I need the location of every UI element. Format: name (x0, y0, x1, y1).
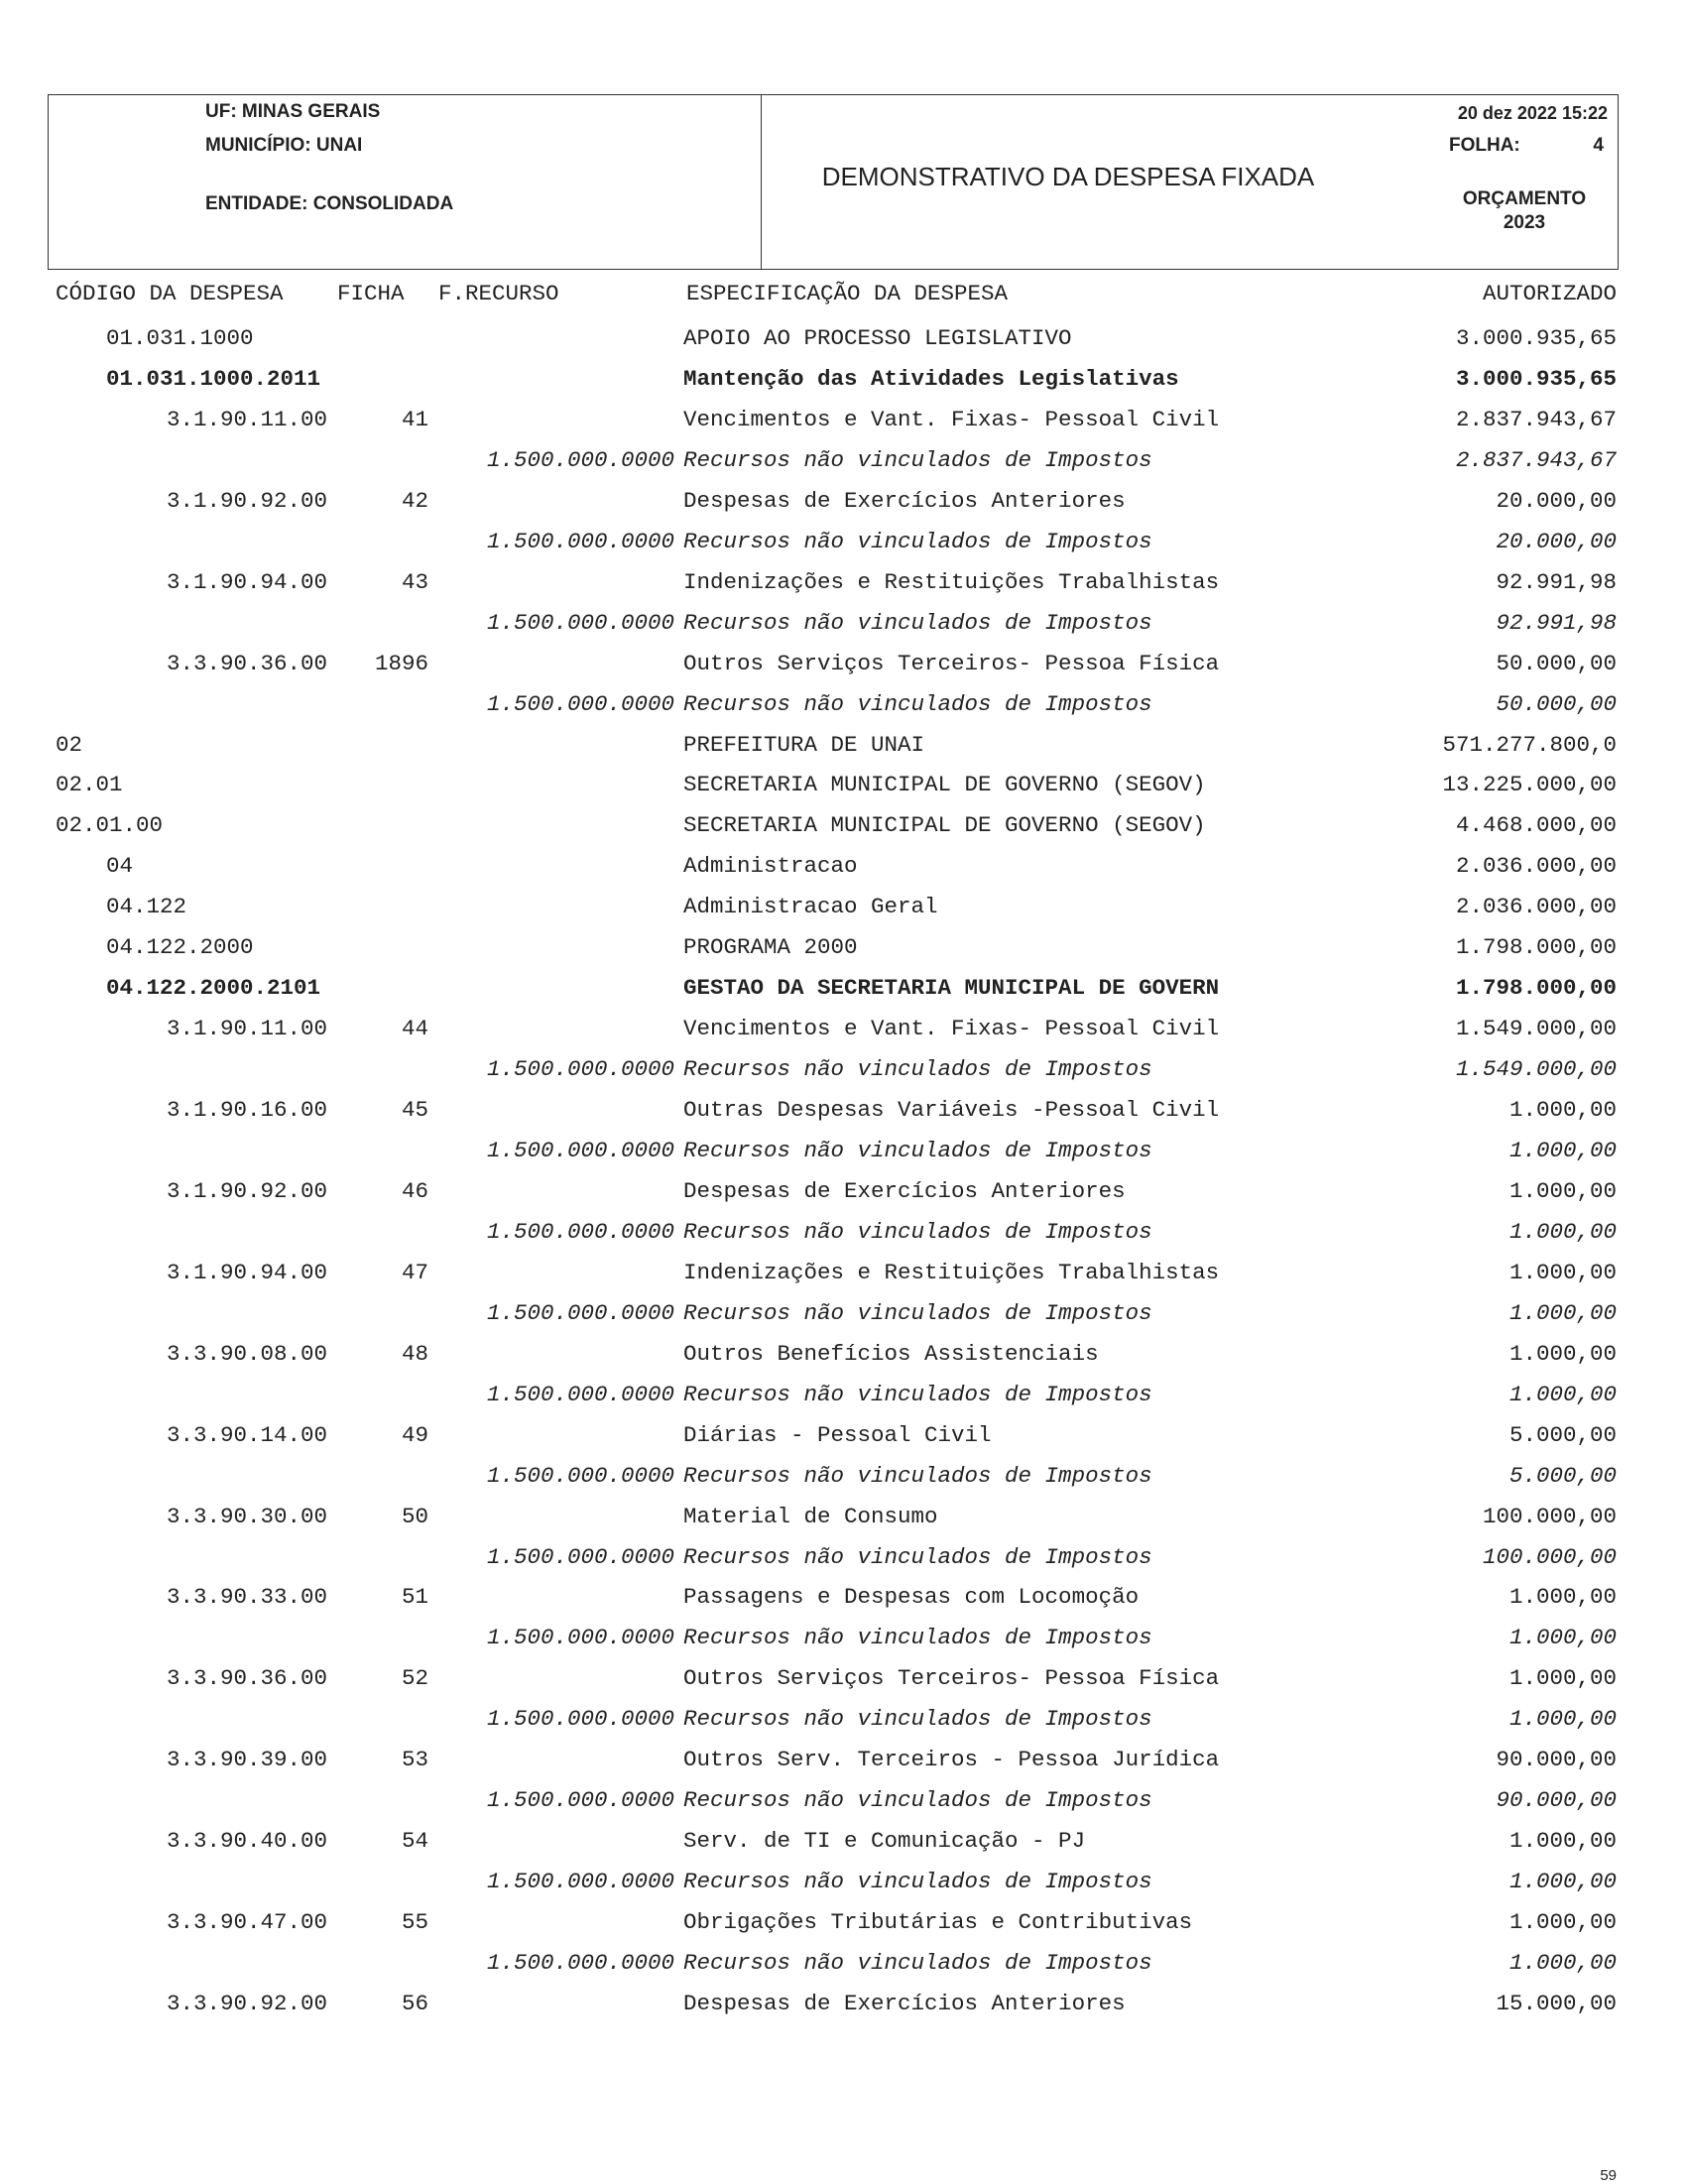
col-header-especificacao: ESPECIFICAÇÃO DA DESPESA (686, 281, 1009, 306)
fonte-recurso: 1.500.000.0000 (486, 1299, 674, 1326)
expense-code: 02 (56, 731, 83, 758)
expense-description: Recursos não vinculados de Impostos (683, 1462, 1152, 1489)
expense-code: 3.3.90.36.00 (167, 650, 328, 676)
expense-description: Serv. de TI e Comunicação - PJ (683, 1828, 1086, 1855)
expense-description: Mantenção das Atividades Legislativas (683, 365, 1179, 392)
fonte-row (0, 1542, 1687, 1572)
expense-code: 3.1.90.94.00 (167, 568, 328, 595)
orcamento-label: ORÇAMENTO (1462, 188, 1587, 209)
fonte-recurso: 1.500.000.0000 (486, 1056, 674, 1083)
ficha-number: 44 (401, 1016, 428, 1042)
fonte-row (0, 1217, 1687, 1247)
authorized-value: 1.000,00 (1508, 1665, 1617, 1692)
expense-description: Administracao Geral (683, 894, 938, 920)
table-row (0, 1176, 1687, 1206)
fonte-recurso: 1.500.000.0000 (486, 609, 674, 636)
expense-description: Despesas de Exercícios Anteriores (683, 1177, 1126, 1204)
authorized-value: 1.000,00 (1508, 1950, 1617, 1976)
table-row (0, 567, 1687, 597)
expense-code: 3.3.90.33.00 (167, 1584, 328, 1611)
authorized-value: 1.000,00 (1508, 1625, 1617, 1651)
expense-description: Despesas de Exercícios Anteriores (683, 1990, 1126, 2016)
table-row (0, 770, 1687, 799)
ficha-number: 51 (401, 1584, 428, 1611)
expense-code: 04.122.2000.2101 (106, 975, 321, 1002)
authorized-value: 1.000,00 (1508, 1177, 1617, 1204)
fonte-row (0, 1461, 1687, 1491)
authorized-value: 90.000,00 (1496, 1747, 1617, 1773)
authorized-value: 1.000,00 (1508, 1381, 1617, 1407)
ficha-number: 46 (401, 1177, 428, 1204)
ficha-number: 56 (401, 1990, 428, 2016)
authorized-value: 1.549.000,00 (1455, 1056, 1617, 1083)
expense-code: 3.3.90.40.00 (167, 1828, 328, 1855)
expense-code: 04.122 (106, 894, 187, 920)
table-row (0, 1095, 1687, 1125)
expense-description: SECRETARIA MUNICIPAL DE GOVERNO (SEGOV) (683, 772, 1206, 798)
fonte-row (0, 445, 1687, 475)
authorized-value: 5.000,00 (1508, 1462, 1617, 1489)
table-row (0, 1745, 1687, 1774)
expense-description: Recursos não vinculados de Impostos (683, 609, 1152, 636)
authorized-value: 50.000,00 (1496, 650, 1617, 676)
authorized-value: 92.991,98 (1496, 609, 1617, 636)
fonte-row (0, 1136, 1687, 1165)
expense-description: Outros Serv. Terceiros - Pessoa Jurídica (683, 1747, 1220, 1773)
table-row (0, 1502, 1687, 1531)
expense-description: Recursos não vinculados de Impostos (683, 1218, 1152, 1245)
expense-description: Recursos não vinculados de Impostos (683, 1381, 1152, 1407)
expense-description: Despesas de Exercícios Anteriores (683, 487, 1126, 514)
expense-description: Outros Serviços Terceiros- Pessoa Física (683, 650, 1220, 676)
expense-code: 02.01.00 (56, 812, 164, 839)
expense-description: Administracao (683, 853, 858, 880)
folha-label: FOLHA: (1449, 135, 1520, 156)
authorized-value: 2.036.000,00 (1455, 853, 1617, 880)
report-header (48, 94, 1619, 270)
expense-description: APOIO AO PROCESSO LEGISLATIVO (683, 325, 1072, 351)
expense-description: Recursos não vinculados de Impostos (683, 1706, 1152, 1733)
authorized-value: 20.000,00 (1496, 487, 1617, 514)
table-row (0, 1907, 1687, 1937)
ficha-number: 48 (401, 1340, 428, 1367)
authorized-value: 1.000,00 (1508, 1259, 1617, 1285)
expense-code: 3.3.90.39.00 (167, 1747, 328, 1773)
fonte-recurso: 1.500.000.0000 (486, 1787, 674, 1814)
expense-description: Recursos não vinculados de Impostos (683, 1299, 1152, 1326)
authorized-value: 1.000,00 (1508, 1299, 1617, 1326)
col-header-ficha: FICHA (337, 281, 405, 306)
municipio-label: MUNICÍPIO: UNAI (205, 135, 363, 156)
fonte-row (0, 1298, 1687, 1328)
table-row (0, 730, 1687, 760)
expense-description: Outros Benefícios Assistenciais (683, 1340, 1099, 1367)
ficha-number: 42 (401, 487, 428, 514)
expense-description: Vencimentos e Vant. Fixas- Pessoal Civil (683, 1016, 1220, 1042)
expense-description: Recursos não vinculados de Impostos (683, 1138, 1152, 1163)
authorized-value: 2.837.943,67 (1455, 446, 1617, 473)
expense-description: Recursos não vinculados de Impostos (683, 1787, 1152, 1814)
table-row (0, 1014, 1687, 1043)
table-row (0, 1339, 1687, 1369)
authorized-value: 1.798.000,00 (1455, 975, 1617, 1002)
fonte-recurso: 1.500.000.0000 (486, 528, 674, 554)
expense-description: Vencimentos e Vant. Fixas- Pessoal Civil (683, 406, 1220, 432)
expense-code: 04.122.2000 (106, 934, 254, 961)
fonte-row (0, 608, 1687, 638)
fonte-row (0, 1054, 1687, 1084)
expense-code: 3.3.90.08.00 (167, 1340, 328, 1367)
page-number: 59 (1600, 2167, 1617, 2184)
fonte-recurso: 1.500.000.0000 (486, 1462, 674, 1489)
authorized-value: 1.000,00 (1508, 1584, 1617, 1611)
fonte-row (0, 1785, 1687, 1815)
ficha-number: 55 (401, 1909, 428, 1936)
table-row (0, 1258, 1687, 1287)
expense-description: Recursos não vinculados de Impostos (683, 1056, 1152, 1083)
expense-code: 3.3.90.36.00 (167, 1665, 328, 1692)
ficha-number: 43 (401, 568, 428, 595)
fonte-row (0, 689, 1687, 719)
fonte-row (0, 1380, 1687, 1409)
expense-description: Recursos não vinculados de Impostos (683, 528, 1152, 554)
expense-code: 02.01 (56, 772, 123, 798)
expense-description: Diárias - Pessoal Civil (683, 1421, 992, 1448)
ficha-number: 52 (401, 1665, 428, 1692)
authorized-value: 1.000,00 (1508, 1097, 1617, 1124)
expense-description: PROGRAMA 2000 (683, 934, 858, 961)
ficha-number: 41 (401, 406, 428, 432)
expense-description: SECRETARIA MUNICIPAL DE GOVERNO (SEGOV) (683, 812, 1206, 839)
table-row (0, 851, 1687, 881)
authorized-value: 13.225.000,00 (1442, 772, 1617, 798)
expense-code: 3.3.90.92.00 (167, 1990, 328, 2016)
authorized-value: 571.277.800,0 (1442, 731, 1617, 758)
uf-label: UF: MINAS GERAIS (205, 101, 381, 122)
authorized-value: 1.549.000,00 (1455, 1016, 1617, 1042)
authorized-value: 1.000,00 (1508, 1138, 1617, 1163)
table-row (0, 973, 1687, 1003)
fonte-row (0, 1704, 1687, 1734)
authorized-value: 100.000,00 (1482, 1543, 1617, 1570)
column-headers (0, 279, 1687, 308)
entidade-label: ENTIDADE: CONSOLIDADA (205, 193, 454, 214)
col-header-codigo: CÓDIGO DA DESPESA (56, 281, 284, 306)
table-row (0, 405, 1687, 434)
fonte-row (0, 1948, 1687, 1978)
expense-description: Recursos não vinculados de Impostos (683, 1625, 1152, 1651)
expense-description: Indenizações e Restituições Trabalhistas (683, 568, 1220, 595)
ficha-number: 53 (401, 1747, 428, 1773)
expense-description: Indenizações e Restituições Trabalhistas (683, 1259, 1220, 1285)
authorized-value: 1.000,00 (1508, 1218, 1617, 1245)
fonte-recurso: 1.500.000.0000 (486, 1869, 674, 1895)
authorized-value: 1.798.000,00 (1455, 934, 1617, 961)
authorized-value: 1.000,00 (1508, 1869, 1617, 1895)
table-row (0, 323, 1687, 353)
authorized-value: 20.000,00 (1496, 528, 1617, 554)
fonte-recurso: 1.500.000.0000 (486, 1625, 674, 1651)
ficha-number: 54 (401, 1828, 428, 1855)
table-row (0, 892, 1687, 921)
expense-description: Recursos não vinculados de Impostos (683, 446, 1152, 473)
report-title: DEMONSTRATIVO DA DESPESA FIXADA (821, 162, 1315, 191)
authorized-value: 3.000.935,65 (1455, 325, 1617, 351)
fonte-recurso: 1.500.000.0000 (486, 1543, 674, 1570)
expense-description: Material de Consumo (683, 1503, 938, 1529)
authorized-value: 50.000,00 (1496, 690, 1617, 717)
authorized-value: 1.000,00 (1508, 1828, 1617, 1855)
fonte-recurso: 1.500.000.0000 (486, 1381, 674, 1407)
authorized-value: 1.000,00 (1508, 1909, 1617, 1936)
expense-description: GESTAO DA SECRETARIA MUNICIPAL DE GOVERN (683, 975, 1220, 1002)
ficha-number: 1896 (374, 650, 428, 676)
fonte-recurso: 1.500.000.0000 (486, 446, 674, 473)
table-row (0, 810, 1687, 840)
expense-description: Recursos não vinculados de Impostos (683, 1950, 1152, 1976)
ficha-number: 50 (401, 1503, 428, 1529)
expense-description: Outras Despesas Variáveis -Pessoal Civil (683, 1097, 1220, 1124)
expense-code: 3.3.90.14.00 (167, 1421, 328, 1448)
expense-code: 3.1.90.11.00 (167, 406, 328, 432)
expense-code: 3.1.90.94.00 (167, 1259, 328, 1285)
col-header-autorizado: AUTORIZADO (1482, 281, 1617, 306)
authorized-value: 1.000,00 (1508, 1706, 1617, 1733)
authorized-value: 2.036.000,00 (1455, 894, 1617, 920)
report-datetime: 20 dez 2022 15:22 (1457, 103, 1608, 123)
table-row (0, 649, 1687, 678)
expense-description: Obrigações Tributárias e Contributivas (683, 1909, 1193, 1936)
fonte-recurso: 1.500.000.0000 (486, 1218, 674, 1245)
fonte-row (0, 1867, 1687, 1896)
table-row (0, 1420, 1687, 1450)
expense-code: 3.1.90.92.00 (167, 487, 328, 514)
expense-code: 01.031.1000 (106, 325, 254, 351)
fonte-recurso: 1.500.000.0000 (486, 1706, 674, 1733)
ficha-number: 49 (401, 1421, 428, 1448)
authorized-value: 2.837.943,67 (1455, 406, 1617, 432)
table-row (0, 486, 1687, 516)
authorized-value: 15.000,00 (1496, 1990, 1617, 2016)
fonte-row (0, 1623, 1687, 1652)
expense-code: 3.1.90.11.00 (167, 1016, 328, 1042)
expense-code: 01.031.1000.2011 (106, 365, 321, 392)
expense-code: 3.3.90.30.00 (167, 1503, 328, 1529)
authorized-value: 92.991,98 (1496, 568, 1617, 595)
table-row (0, 1663, 1687, 1693)
folha-value: 4 (1593, 135, 1604, 156)
ficha-number: 47 (401, 1259, 428, 1285)
expense-description: Recursos não vinculados de Impostos (683, 1869, 1152, 1895)
authorized-value: 4.468.000,00 (1455, 812, 1617, 839)
authorized-value: 3.000.935,65 (1455, 365, 1617, 392)
expense-description: Recursos não vinculados de Impostos (683, 1543, 1152, 1570)
table-row (0, 1582, 1687, 1612)
expense-description: PREFEITURA DE UNAI (683, 731, 925, 758)
fonte-recurso: 1.500.000.0000 (486, 1138, 674, 1163)
table-row (0, 932, 1687, 962)
authorized-value: 90.000,00 (1496, 1787, 1617, 1814)
authorized-value: 5.000,00 (1508, 1421, 1617, 1448)
orcamento-year: 2023 (1503, 212, 1546, 233)
fonte-row (0, 527, 1687, 556)
expense-description: Passagens e Despesas com Locomoção (683, 1584, 1140, 1611)
expense-code: 3.3.90.47.00 (167, 1909, 328, 1936)
table-row (0, 364, 1687, 394)
expense-description: Outros Serviços Terceiros- Pessoa Física (683, 1665, 1220, 1692)
table-row (0, 1826, 1687, 1856)
ficha-number: 45 (401, 1097, 428, 1124)
expense-code: 3.1.90.92.00 (167, 1177, 328, 1204)
authorized-value: 1.000,00 (1508, 1340, 1617, 1367)
table-row (0, 1989, 1687, 2018)
fonte-recurso: 1.500.000.0000 (486, 1950, 674, 1976)
expense-description: Recursos não vinculados de Impostos (683, 690, 1152, 717)
col-header-recurso: F.RECURSO (438, 281, 559, 306)
expense-code: 04 (106, 853, 134, 880)
authorized-value: 100.000,00 (1482, 1503, 1617, 1529)
expense-code: 3.1.90.16.00 (167, 1097, 328, 1124)
fonte-recurso: 1.500.000.0000 (486, 690, 674, 717)
